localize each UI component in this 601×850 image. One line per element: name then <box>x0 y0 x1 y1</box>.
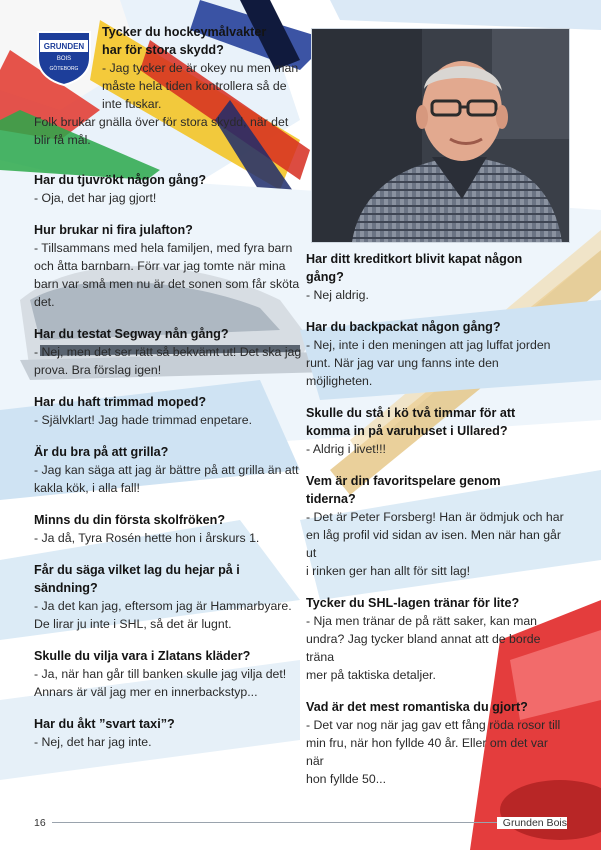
qa-item <box>34 325 309 379</box>
question-text: Har du tjuvrökt någon gång? <box>34 173 207 187</box>
qa-item <box>34 511 309 547</box>
question-text: Får du säga vilket lag du hejar på i <box>34 563 240 577</box>
qa-item <box>34 393 309 429</box>
answer-text: - Ja det kan jag, eftersom jag är Hammarbyare. <box>34 599 292 613</box>
qa-item <box>306 698 568 788</box>
qa-item <box>34 221 309 311</box>
answer-text: - Nej, det har jag inte. <box>34 735 152 749</box>
answer-text: i rinken ger han allt för sitt lag! <box>306 564 471 578</box>
answer-text: - Aldrig i livet!!! <box>306 442 386 456</box>
question-text: gång? <box>306 270 344 284</box>
question-text: Har ditt kreditkort blivit kapat någon <box>306 252 523 266</box>
qa-item <box>306 472 568 580</box>
intro-answer-line: - Jag tycker de är okey nu men man <box>102 61 299 75</box>
question-text: Tycker du SHL-lagen tränar för lite? <box>306 596 520 610</box>
question-text: sändning? <box>34 581 98 595</box>
answer-text: De lirar ju inte i SHL, så det är lugnt. <box>34 617 232 631</box>
question-text: Skulle du vilja vara i Zlatans kläder? <box>34 649 251 663</box>
question-text: Vad är det mest romantiska du gjort? <box>306 700 528 714</box>
qa-item <box>34 561 309 633</box>
question-text: Har du åkt ”svart taxi”? <box>34 717 175 731</box>
intro-continued <box>34 113 309 149</box>
answer-text: min fru, när hon fyllde 40 år. Eller om det var när <box>306 736 548 768</box>
question-text: komma in på varuhuset i Ullared? <box>306 424 508 438</box>
qa-item <box>306 250 568 304</box>
answer-text: - Självklart! Jag hade trimmad enpetare. <box>34 413 253 427</box>
answer-text: och åtta barnbarn. Förr var jag tomte när mina <box>34 259 286 273</box>
qa-item <box>306 594 568 684</box>
answer-text: prova. Bra förslag igen! <box>34 363 162 377</box>
answer-text: mer på taktiska detaljer. <box>306 668 436 682</box>
intro-question-line: Tycker du hockeymålvakter <box>102 25 267 39</box>
answer-text: - Nej aldrig. <box>306 288 369 302</box>
right-column <box>306 250 568 802</box>
intro-answer-line: måste hela tiden kontrollera så de <box>102 79 287 93</box>
answer-text: - Oja, det har jag gjort! <box>34 191 157 205</box>
answer-text: Annars är väl jag mer en innerbackstyp... <box>34 685 258 699</box>
answer-text: - Ja då, Tyra Rosén hette hon i årskurs 1. <box>34 531 260 545</box>
answer-text: undra? Jag tycker bland annat att de borde träna <box>306 632 541 664</box>
answer-text: - Tillsammans med hela familjen, med fyra barn <box>34 241 293 255</box>
qa-item <box>306 318 568 390</box>
qa-item <box>34 715 309 751</box>
question-text: tiderna? <box>306 492 356 506</box>
answer-text: - Jag kan säga att jag är bättre på att grilla än att <box>34 463 299 477</box>
logo-mid-text: BOIS <box>56 56 72 62</box>
question-text: Är du bra på att grilla? <box>34 445 169 459</box>
qa-item <box>34 647 309 701</box>
question-text: Har du backpackat någon gång? <box>306 320 501 334</box>
answer-text: barn var små men nu är det sonen som får sköta <box>34 277 300 291</box>
answer-text: - Ja, när han går till banken skulle jag vilja det! <box>34 667 287 681</box>
left-column <box>34 171 309 765</box>
footer-brand: Grunden Bois <box>497 817 567 829</box>
question-text: Har du testat Segway nån gång? <box>34 327 229 341</box>
answer-text: - Nja men tränar de på rätt saker, kan man <box>306 614 538 628</box>
logo-bottom-text: GÖTEBORG <box>49 66 79 72</box>
question-text: Minns du din första skolfröken? <box>34 513 226 527</box>
footer-divider <box>34 822 567 823</box>
answer-text: - Det var nog när jag gav ett fång röda rosor till <box>306 718 561 732</box>
club-logo <box>34 28 94 86</box>
answer-text: runt. När jag var ung fanns inte den möjligheten. <box>306 356 499 388</box>
answer-text: - Nej, men det ser rätt så bekvämt ut! Det ska jag <box>34 345 302 359</box>
qa-item <box>306 404 568 458</box>
answer-text: - Nej, inte i den meningen att jag luffat jorden <box>306 338 551 352</box>
question-text: Har du haft trimmad moped? <box>34 395 207 409</box>
portrait-photo <box>311 28 570 243</box>
question-text: Hur brukar ni fira julafton? <box>34 223 193 237</box>
intro-question-line: har för stora skydd? <box>102 43 224 57</box>
answer-text: kakla kök, i alla fall! <box>34 481 140 495</box>
intro-answer-line: blir få mål. <box>34 133 91 147</box>
logo-top-text: GRUNDEN <box>43 42 85 51</box>
question-text: Vem är din favoritspelare genom <box>306 474 501 488</box>
answer-text: det. <box>34 295 55 309</box>
answer-text: hon fyllde 50... <box>306 772 386 786</box>
qa-item <box>34 171 309 207</box>
question-text: Skulle du stå i kö två timmar för att <box>306 406 516 420</box>
intro-qa <box>102 23 302 113</box>
intro-answer-line: Folk brukar gnälla över för stora skydd, när det <box>34 115 289 129</box>
page-number: 16 <box>34 817 52 829</box>
qa-item <box>34 443 309 497</box>
answer-text: - Det är Peter Forsberg! Han är ödmjuk och har <box>306 510 564 524</box>
intro-answer-line: inte fuskar. <box>102 97 162 111</box>
answer-text: en låg profil vid sidan av isen. Men när han går ut <box>306 528 561 560</box>
